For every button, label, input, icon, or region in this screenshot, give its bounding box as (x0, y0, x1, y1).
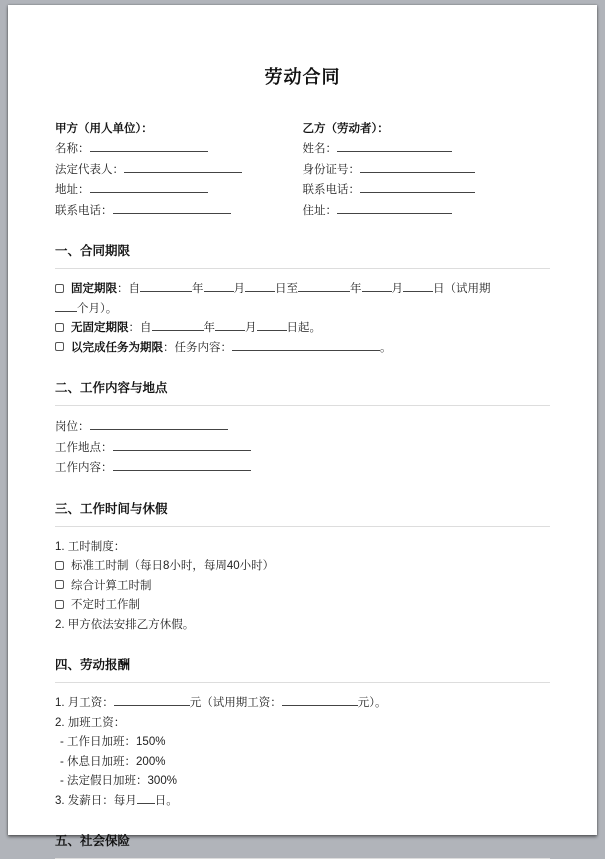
checkbox-open-term[interactable] (55, 323, 64, 332)
fill-in-blank (152, 329, 204, 331)
text-segment: 月 (233, 283, 245, 295)
hours-item-2: 2. 甲方依法安排乙方休假。 (55, 618, 195, 631)
fill-in-blank (257, 329, 287, 331)
text-segment: ：自 (128, 322, 152, 334)
text-segment: 3. 发薪日：每月 (55, 794, 137, 807)
text-segment: 年 (192, 283, 204, 295)
checkbox-flexible-hours[interactable] (55, 600, 64, 609)
fill-in-blank (113, 212, 231, 214)
text-segment: 日（试用期 (433, 283, 491, 295)
party-b-heading: 乙方（劳动者）： (302, 123, 389, 135)
field-label: 住址： (302, 204, 337, 217)
pay-overtime-label: 2. 加班工资： (55, 716, 126, 729)
text-segment: 元（试用期工资： (189, 697, 282, 709)
pay-overtime-restday: - 休息日加班：200% (60, 755, 166, 768)
party-b-block (303, 119, 551, 221)
hours-option-flexible (55, 596, 550, 616)
text-segment: ：任务内容： (163, 341, 232, 354)
checkbox-fixed-term[interactable] (55, 284, 64, 293)
document-title: 劳动合同 (264, 67, 341, 87)
field-row-legal-rep (55, 160, 303, 181)
field-label: 工作内容： (55, 462, 113, 474)
term-option-fixed-continuation (55, 300, 550, 320)
term-option-fixed (55, 280, 550, 300)
checkbox-standard-hours[interactable] (55, 561, 64, 570)
text-segment: 月 (245, 322, 257, 334)
pay-overtime-holiday: - 法定假日加班：300% (60, 775, 177, 787)
hours-option-comprehensive (55, 577, 550, 597)
field-row-phone-a (55, 201, 303, 222)
fill-in-blank (90, 191, 208, 193)
term-option-open-ended (55, 319, 550, 339)
field-label: 联系电话： (302, 184, 360, 196)
option-label: 固定期限 (71, 283, 117, 295)
field-label: 名称： (55, 143, 90, 155)
text-segment: 年 (203, 322, 215, 334)
field-row-position (55, 417, 550, 438)
term-option-task-based (55, 339, 550, 359)
field-label: 姓名： (302, 143, 337, 155)
option-label: 不定时工作制 (71, 599, 140, 611)
fill-in-blank (113, 449, 251, 451)
fill-in-blank (90, 428, 228, 430)
text-segment: 1. 月工资： (55, 697, 114, 709)
field-row-worker-name (303, 139, 551, 160)
option-label: 以完成任务为期限 (71, 341, 163, 354)
party-a-heading: 甲方（用人单位）： (55, 123, 153, 135)
fill-in-blank (282, 704, 358, 706)
checkbox-comprehensive-hours[interactable] (55, 580, 64, 589)
fill-in-blank (337, 212, 452, 214)
fill-in-blank (124, 171, 242, 173)
fill-in-blank (362, 290, 392, 292)
field-label: 工作地点： (55, 441, 113, 454)
pay-salary-line (55, 694, 550, 714)
text-segment: 年 (350, 283, 362, 295)
fill-in-blank (215, 329, 245, 331)
option-label: 综合计算工时制 (71, 579, 152, 592)
field-row-work-location (55, 438, 550, 459)
checkbox-task-term[interactable] (55, 342, 64, 351)
hours-item-1: 1. 工时制度： (55, 540, 126, 553)
field-row-work-content (55, 458, 550, 479)
fill-in-blank (137, 802, 155, 804)
fill-in-blank (403, 290, 433, 292)
text-segment: 日至 (275, 283, 298, 295)
section-heading-work: 二、工作内容与地点 (55, 378, 550, 406)
fill-in-blank (337, 150, 452, 152)
pay-overtime-weekday: - 工作日加班：150% (60, 736, 166, 748)
field-row-name (55, 139, 303, 160)
fill-in-blank (204, 290, 234, 292)
parties-block (55, 119, 550, 221)
fill-in-blank (298, 290, 350, 292)
fill-in-blank (90, 150, 208, 152)
field-row-phone-b (303, 180, 551, 201)
field-row-address (55, 180, 303, 201)
field-row-id-number (303, 160, 551, 181)
fill-in-blank (232, 349, 380, 351)
field-label: 身份证号： (302, 163, 360, 176)
section-heading-hours: 三、工作时间与休假 (55, 499, 550, 527)
fill-in-blank (140, 290, 192, 292)
pay-payday-line (55, 792, 550, 812)
text-segment: 日起。 (286, 322, 321, 334)
section-heading-insurance: 五、社会保险 (55, 831, 550, 859)
fill-in-blank (360, 171, 475, 173)
section-heading-term: 一、合同期限 (55, 241, 550, 269)
option-label: 标准工时制（每日8小时，每周40小时） (71, 560, 275, 572)
fill-in-blank (360, 191, 475, 193)
fill-in-blank (113, 469, 251, 471)
hours-option-standard (55, 557, 550, 577)
fill-in-blank (245, 290, 275, 292)
option-label: 无固定期限 (71, 322, 129, 334)
field-label: 地址： (55, 184, 90, 196)
party-a-block (55, 119, 303, 221)
text-segment: 。 (380, 341, 392, 354)
text-segment: 元）。 (357, 697, 387, 709)
text-segment: 日。 (154, 794, 178, 807)
text-segment: 个月）。 (77, 302, 118, 315)
text-segment: ：自 (117, 283, 140, 295)
fill-in-blank (55, 310, 77, 312)
field-row-home-address (303, 201, 551, 222)
field-label: 岗位： (55, 421, 90, 433)
fill-in-blank (114, 704, 190, 706)
field-label: 法定代表人： (55, 163, 124, 176)
document-page (8, 5, 597, 848)
field-label: 联系电话： (55, 204, 113, 217)
text-segment: 月 (391, 283, 403, 295)
section-heading-pay: 四、劳动报酬 (55, 655, 550, 683)
